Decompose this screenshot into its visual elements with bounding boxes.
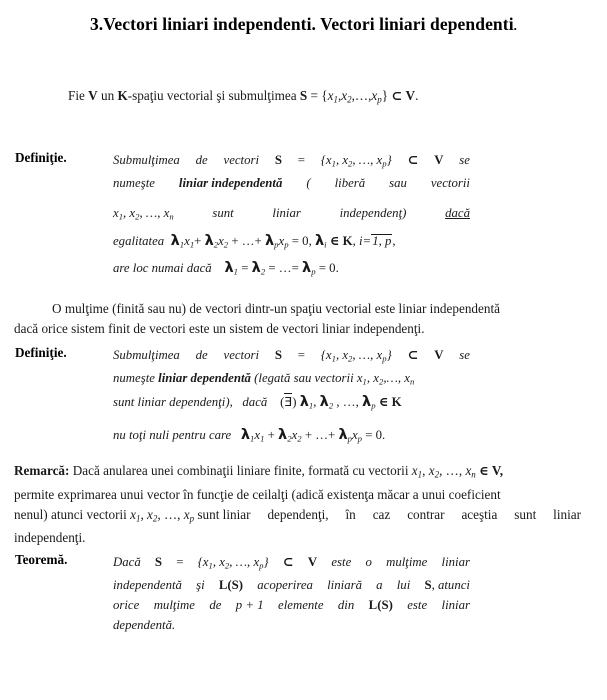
th-l1-subset-icon: ⊂: [282, 554, 294, 569]
remark-l3-r1: în: [345, 506, 356, 522]
th-l3-e: elemente: [278, 598, 324, 613]
d2-l1-c: vectori: [223, 348, 260, 362]
d1-lambda-i: λ: [314, 232, 325, 249]
d1-l1-g-sub: 2: [348, 158, 353, 169]
th-l1-daca: Dacă: [113, 555, 141, 569]
d1-l1-c: vectori: [223, 153, 260, 167]
remark-line-4: independenţi.: [14, 530, 86, 545]
d1-eq-prefix: egalitatea: [113, 233, 165, 248]
remark-l1-c: , …,: [439, 463, 466, 478]
d1-l3-a-sub: 1: [118, 211, 124, 222]
d2-l1-i: }: [386, 348, 392, 362]
d1-l1-h: , …, x: [352, 153, 383, 167]
th-l3-b: mulţime: [153, 598, 195, 613]
th-l1-set-s: S: [154, 555, 163, 569]
d1-l3-b: , x: [123, 206, 136, 221]
d1-index-range-overline: 1, p: [372, 233, 392, 248]
remark-l3-xp: x: [183, 506, 190, 522]
definition-2-label: Definiţie.: [15, 345, 67, 360]
page-title: [0, 14, 607, 35]
d1-lambda-1: λ: [170, 232, 180, 249]
remark-l3-r4: aceştia: [461, 506, 498, 522]
d2-eq-lambda-1: λ: [240, 427, 251, 444]
d2-lambda-1: λ: [299, 393, 309, 410]
remark-label: Remarcă:: [14, 463, 70, 478]
intro-xp-sub: p: [377, 94, 382, 105]
remark-space-v: V,: [491, 463, 504, 478]
d2-l1-l: se: [459, 348, 470, 362]
d2-l1-b: de: [195, 348, 208, 362]
d2-eq-zero: = 0: [365, 428, 383, 443]
p1-line-2: dacă orice sistem finit de vectori este un sistem de vectori liniar independenţi.: [14, 321, 425, 336]
intro-text-5: ,: [337, 88, 342, 103]
remark-l3-x1-sub: 1: [135, 513, 141, 523]
remark-l3-c: , …,: [157, 506, 184, 522]
d1-cond-lambda-1-sub: 1: [233, 266, 239, 277]
th-l2-a: independentă: [113, 578, 182, 593]
th-l1-e: }: [263, 555, 269, 569]
remark-l3-r3: contrar: [407, 506, 445, 522]
exists-glyph: Ǝ: [284, 393, 293, 409]
intro-x2: x: [341, 88, 348, 103]
d1-cond-eq-1: =: [241, 261, 249, 276]
d2-l2-term-dependent: liniar dependentă: [158, 371, 251, 386]
d1-l1-h-sub: p: [382, 158, 387, 169]
th-l1-d-sub: p: [259, 560, 264, 571]
d1-x-2: x: [218, 233, 224, 248]
d2-l1-subset-icon: ⊂: [407, 347, 419, 362]
intro-field-k: K: [117, 88, 128, 103]
remark-l3-d-mid: dependenţi,: [267, 506, 329, 522]
th-l3-f: din: [337, 598, 355, 613]
remark-l1-a: Dacă anularea unei combinaţii liniare finite, formată cu vectorii: [69, 463, 412, 478]
d2-eq-x-2: x: [291, 428, 298, 443]
d2-l2-d: , x: [366, 371, 379, 386]
d1-x-p: x: [278, 233, 285, 248]
d1-lambda-i-sub: i: [324, 239, 327, 250]
d1-l1-equals: =: [297, 153, 305, 167]
th-l2-set-s: S: [424, 578, 432, 593]
intro-text-3: -spaţiu vectorial şi submulţimea: [127, 88, 300, 103]
definition-1-line-3: [113, 203, 470, 226]
d1-l3-a: x: [113, 206, 119, 221]
d2-eq-period: .: [382, 428, 386, 443]
definition-2-equation-line: [113, 425, 470, 448]
d2-l3-a: sunt liniar dependenţi),: [113, 394, 233, 409]
d2-l1-g: , x: [335, 348, 349, 362]
d2-lambda-p: λ: [362, 393, 372, 410]
intro-x2-sub: 2: [347, 94, 352, 105]
d1-cond-eq-zero: = 0: [318, 261, 336, 276]
d1-lambda-2: λ: [204, 232, 214, 249]
theorem-label: Teoremă.: [15, 552, 68, 567]
d1-cond-lambda-1: λ: [224, 260, 234, 277]
remark-l3-x2: x: [147, 506, 153, 522]
intro-xp: x: [371, 88, 378, 103]
d2-eq-plus-1: +: [267, 428, 275, 443]
d1-eq-zero: = 0: [291, 233, 309, 248]
d2-l1-g-sub: 2: [348, 353, 353, 364]
remark-l1-xn: x: [465, 463, 472, 478]
th-l1-b: {x: [197, 555, 209, 569]
d2-l2-c: (legată sau vectorii x: [250, 371, 363, 386]
d1-l1-a: Submulţimea: [113, 153, 180, 167]
th-l1-b-sub: 1: [208, 560, 213, 571]
d1-l3-c-sub: n: [169, 211, 174, 222]
d1-l3-d: sunt: [212, 206, 234, 221]
th-l2-e: a: [376, 578, 383, 593]
th-l1-i: liniar: [441, 555, 470, 569]
d2-l1-f: {x: [320, 348, 332, 362]
d1-lambda-2-sub: 2: [213, 239, 219, 250]
th-l3-a: orice: [113, 598, 140, 613]
d2-lambda-2-sub: 2: [328, 400, 334, 411]
intro-vector-space-v: V: [88, 88, 98, 103]
d1-x-p-sub: p: [284, 239, 289, 250]
definition-1-condition-line: [113, 258, 470, 281]
d2-l3-paren-open: (: [280, 394, 285, 409]
remark-line-3: [14, 505, 581, 529]
intro-text-9: .: [415, 88, 419, 103]
remark-l3-r2: caz: [372, 506, 391, 522]
d1-l1-space-v: V: [434, 153, 444, 167]
d2-eq-x-p: x: [351, 428, 358, 443]
theorem-line-3: [113, 595, 470, 615]
d2-l3-paren-close: ): [292, 394, 297, 409]
intro-vector-space-v2: V: [405, 88, 416, 103]
d1-l1-g: , x: [335, 153, 349, 167]
intro-text-6: ,…,: [351, 88, 372, 103]
d1-l2-a: numeşte: [113, 176, 155, 191]
d1-l1-f: {x: [320, 153, 332, 167]
remark-l1-xn-sub: n: [471, 469, 476, 480]
remark-l3-xp-sub: p: [189, 513, 195, 523]
d1-x-1-sub: 1: [189, 239, 195, 250]
d2-l1-h: , …, x: [352, 348, 383, 362]
th-l2-span-l: L: [218, 578, 228, 593]
th-l3-c: de: [209, 598, 222, 613]
d1-cond-eq-2: = …=: [268, 261, 299, 276]
intro-set-s: S: [299, 88, 308, 103]
definition-1-label: Definiţie.: [15, 150, 67, 165]
d1-l2-f: vectorii: [430, 176, 470, 191]
definition-2-line-3: [113, 392, 470, 415]
remark-l3-a: nenul) atunci vectorii: [14, 506, 131, 522]
d2-l3-daca: dacă: [242, 394, 268, 409]
intro-text-2: un: [97, 88, 118, 103]
d1-x-2-sub: 2: [223, 239, 229, 250]
definition-1-equation-line: [113, 231, 470, 254]
th-l2-d: liniară: [327, 578, 362, 593]
d1-lambda-p: λ: [264, 232, 275, 249]
d2-l2-c-sub: 1: [362, 376, 367, 387]
d1-element-of-icon: ∈: [329, 232, 340, 248]
theorem-line-2: [113, 575, 470, 595]
d2-l2-e: ,…, x: [383, 371, 410, 386]
intro-subset-icon: ⊂: [391, 88, 403, 103]
d2-eq-plus-2: + …+: [304, 428, 336, 443]
d2-l1-equals: =: [297, 348, 305, 362]
definition-1-body: [113, 150, 470, 282]
d1-l1-l: se: [459, 153, 470, 167]
d1-l1-subset-icon: ⊂: [407, 152, 419, 167]
d1-l3-f: independenţ): [339, 206, 407, 221]
d2-element-of-icon: ∈: [378, 393, 389, 409]
remark-l1-x2-sub: 2: [434, 469, 440, 480]
remark-l3-group: [14, 505, 251, 529]
d1-cond-lambda-2: λ: [251, 260, 261, 277]
remark-element-of-icon: ∈: [475, 463, 492, 478]
d1-comma-3: ,: [392, 233, 396, 248]
d1-l2-d: liberă: [334, 176, 366, 191]
d1-cond-prefix: are loc numai dacă: [113, 261, 212, 276]
d2-l2-a: numeşte: [113, 371, 159, 386]
remark-l1-x1: x: [411, 463, 418, 478]
d2-l2-e-sub: n: [409, 376, 415, 387]
d2-l1-space-v: V: [434, 348, 444, 362]
remark-l1-x2: x: [428, 463, 435, 478]
d1-l2-term-independent: liniar independentă: [178, 176, 283, 191]
intro-text-1: Fie: [68, 88, 89, 103]
d1-l3-e: liniar: [272, 206, 301, 221]
th-l3-span-l: L: [368, 598, 378, 613]
remark-l3-r6: liniar: [553, 506, 581, 522]
th-l2-f: lui: [396, 578, 411, 593]
d2-field-k: K: [391, 394, 402, 409]
d1-field-k: K: [342, 233, 353, 248]
remark-line-2: permite exprimarea unui vector în funcţie de ceilalţi (adică existenţa măcar a unui coeficient: [14, 486, 501, 502]
theorem-line-4: dependentă.: [113, 618, 176, 633]
definition-1-line-2: [113, 173, 470, 193]
d1-plus-1: +: [194, 233, 202, 248]
th-l1-c: , x: [212, 555, 225, 569]
d1-comma-2: ,: [352, 233, 356, 248]
d1-plus-2: + …+: [231, 233, 262, 248]
d1-x-1: x: [184, 233, 190, 248]
th-l1-g: o: [365, 555, 372, 569]
d1-l1-b: de: [195, 153, 208, 167]
remark-paragraph: [14, 461, 581, 548]
d1-lambda-1-sub: 1: [179, 239, 185, 250]
theorem-body: [113, 552, 470, 635]
definition-1-line-1: [113, 150, 470, 173]
definition-2-line-2: [113, 368, 470, 391]
th-l2-c: acoperirea: [257, 578, 313, 593]
d2-l1-a: Submulţimea: [113, 348, 180, 362]
remark-l1-b: ,: [422, 463, 429, 478]
th-l1-d: , …, x: [229, 555, 260, 569]
definition-2-body: [113, 345, 470, 449]
th-l1-h: mulţime: [386, 555, 428, 569]
remark-l3-b: ,: [140, 506, 148, 522]
remark-line-1: [14, 461, 581, 485]
d2-eq-x-2-sub: 2: [297, 433, 302, 444]
d2-eq-lambda-1-sub: 1: [250, 433, 255, 444]
intro-statement: [68, 88, 418, 105]
d1-l3-b-sub: 2: [135, 211, 140, 222]
d2-l2-d-sub: 2: [378, 376, 384, 387]
d1-l2-c: (: [306, 176, 311, 191]
intro-x1: x: [327, 88, 334, 103]
d1-l1-i: }: [386, 153, 392, 167]
remark-l3-r5: sunt: [514, 506, 537, 522]
d2-eq-x-p-sub: p: [357, 433, 363, 444]
d2-eq-x-1-sub: 1: [260, 433, 265, 444]
d2-eq-lambda-p: λ: [338, 427, 348, 444]
remark-l3-x2-sub: 2: [152, 513, 158, 523]
th-l1-space-v: V: [307, 555, 318, 569]
page-title-period: .: [513, 18, 518, 33]
d1-cond-lambda-2-sub: 2: [260, 266, 266, 277]
th-l2-g: , atunci: [431, 578, 470, 593]
d2-eq-x-1: x: [254, 428, 261, 443]
d2-eq-lambda-2: λ: [278, 427, 288, 444]
d2-lambda-p-sub: p: [371, 400, 376, 411]
d1-lambda-p-sub: p: [274, 239, 279, 250]
p1-line-1: [14, 299, 581, 319]
th-l2-span-s: (S): [227, 578, 244, 593]
th-l1-equals: =: [176, 555, 184, 569]
th-l3-span-s: (S): [377, 598, 393, 613]
d1-cond-lambda-p-sub: p: [311, 266, 316, 277]
intro-x1-sub: 1: [333, 94, 338, 105]
d2-lambda-2: λ: [319, 393, 329, 410]
remark-l3-d-left: sunt liniar: [194, 506, 251, 522]
th-l3-g: este: [407, 598, 428, 613]
page-title-text: 3.Vectori liniari independenti. Vectori liniari dependenti: [89, 14, 514, 34]
d2-l1-h-sub: p: [382, 353, 387, 364]
d1-l3-g: dacă: [445, 206, 470, 221]
th-l2-b: şi: [196, 578, 205, 593]
definition-2-line-1: [113, 345, 470, 368]
d1-cond-period: .: [335, 261, 339, 276]
d2-eq-prefix: nu toţi nuli pentru care: [113, 428, 232, 443]
d1-comma-1: ,: [308, 233, 312, 248]
paragraph-infinite-sets: [14, 299, 581, 339]
p1-line-1-text: O mulţime (finită sau nu) de vectori dintr-un spaţiu vectorial este liniar independentă: [52, 301, 500, 316]
d2-l1-f-sub: 1: [331, 353, 336, 364]
remark-l3-x1: x: [130, 506, 136, 522]
th-l1-c-sub: 2: [224, 560, 230, 571]
d2-comma-1: ,: [313, 394, 317, 409]
d2-eq-lambda-2-sub: 2: [287, 433, 292, 444]
d2-lambda-1-sub: 1: [308, 400, 314, 411]
th-l3-p-plus-1: p + 1: [235, 598, 264, 613]
d1-cond-lambda-p: λ: [302, 260, 312, 277]
d1-index-range-label: i=: [359, 233, 372, 248]
d1-l2-e: sau: [389, 176, 407, 191]
theorem-line-1: [113, 552, 470, 575]
intro-text-7: }: [381, 88, 392, 103]
d1-l1-set-s: S: [274, 153, 282, 167]
d1-l1-f-sub: 1: [331, 158, 336, 169]
intro-text-4: = {: [307, 88, 328, 103]
d2-l1-set-s: S: [274, 348, 282, 362]
remark-l1-x1-sub: 1: [417, 469, 423, 480]
d2-l3-dots: , …,: [336, 394, 359, 409]
th-l3-h: liniar: [441, 598, 470, 613]
d2-eq-lambda-p-sub: p: [347, 433, 352, 444]
th-l1-f: este: [331, 555, 352, 569]
d1-l3-c: , …, x: [139, 206, 170, 221]
